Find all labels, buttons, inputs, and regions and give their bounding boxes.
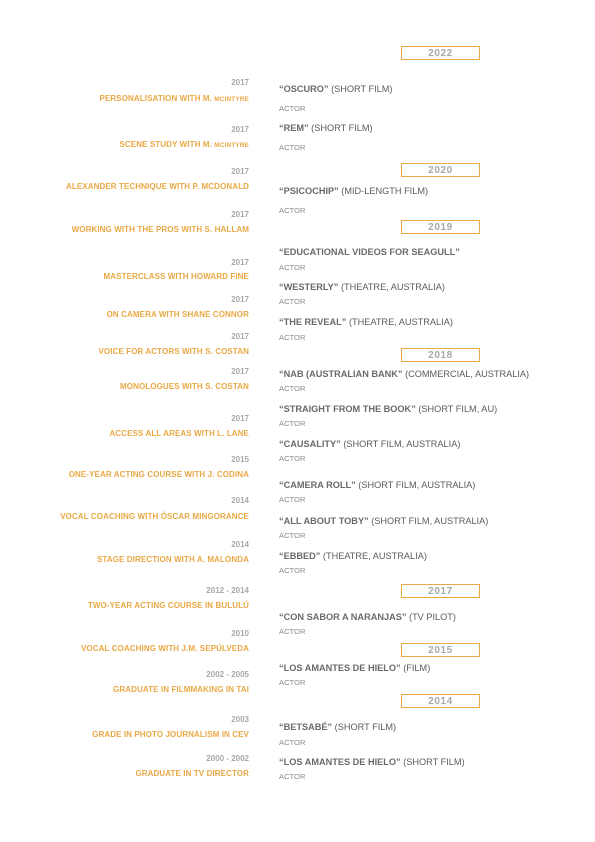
- training-title: GRADE IN PHOTO JOURNALISM IN CEV: [92, 730, 249, 739]
- credit-title: “ALL ABOUT TOBY” (SHORT FILM, AUSTRALIA): [279, 516, 489, 526]
- credit-role: ACTOR: [279, 772, 306, 781]
- credit-title: “CAMERA ROLL” (SHORT FILM, AUSTRALIA): [279, 480, 476, 490]
- training-year: 2000 - 2002: [206, 754, 249, 763]
- credit-title: “REM” (SHORT FILM): [279, 123, 373, 133]
- training-year: 2017: [231, 125, 249, 134]
- year-header: 2019: [401, 220, 480, 234]
- credit-title: “EDUCATIONAL VIDEOS FOR SEAGULL”: [279, 247, 460, 257]
- training-year: 2003: [231, 715, 249, 724]
- training-title: ONE-YEAR ACTING COURSE WITH J. CODINA: [68, 470, 249, 479]
- year-header: 2017: [401, 584, 480, 598]
- training-year: 2017: [231, 210, 249, 219]
- credit-title: “LOS AMANTES DE HIELO” (SHORT FILM): [279, 757, 465, 767]
- year-header: 2014: [401, 694, 480, 708]
- training-title: GRADUATE IN TV DIRECTOR: [135, 769, 249, 778]
- training-title: GRADUATE IN FILMMAKING IN TAI: [113, 685, 249, 694]
- credit-title: “LOS AMANTES DE HIELO” (FILM): [279, 663, 431, 673]
- training-title: MONOLOGUES WITH S. COSTAN: [119, 382, 249, 391]
- training-title: ALEXANDER TECHNIQUE WITH P. MCDONALD: [65, 182, 249, 191]
- credit-title: “STRAIGHT FROM THE BOOK” (SHORT FILM, AU): [279, 404, 498, 414]
- training-year: 2017: [231, 78, 249, 87]
- credit-role: ACTOR: [279, 143, 306, 152]
- training-year: 2017: [231, 295, 249, 304]
- credit-role: ACTOR: [279, 495, 306, 504]
- training-title: ON CAMERA WITH SHANE CONNOR: [106, 310, 249, 319]
- training-title: TWO-YEAR ACTING COURSE IN BULULÚ: [87, 601, 249, 610]
- year-header: 2015: [401, 643, 480, 657]
- training-title: WORKING WITH THE PROS WITH S. HALLAM: [71, 225, 249, 234]
- training-year: 2010: [231, 629, 249, 638]
- credit-title: “WESTERLY” (THEATRE, AUSTRALIA): [279, 282, 445, 292]
- training-title: PERSONALISATION WITH M. MCINTYRE: [99, 94, 249, 103]
- credit-role: ACTOR: [279, 333, 306, 342]
- credit-role: ACTOR: [279, 738, 306, 747]
- training-title: VOCAL COACHING WITH J.M. SEPÚLVEDA: [80, 644, 249, 653]
- credit-title: “CAUSALITY” (SHORT FILM, AUSTRALIA): [279, 439, 461, 449]
- year-header: 2020: [401, 163, 480, 177]
- credit-role: ACTOR: [279, 419, 306, 428]
- credit-role: ACTOR: [279, 531, 306, 540]
- training-year: 2017: [231, 414, 249, 423]
- training-year: 2014: [231, 540, 249, 549]
- training-year: 2017: [231, 332, 249, 341]
- year-header: 2022: [401, 46, 480, 60]
- credit-title: “EBBED” (THEATRE, AUSTRALIA): [279, 551, 427, 561]
- training-year: 2002 - 2005: [206, 670, 249, 679]
- training-title: STAGE DIRECTION WITH A. MALONDA: [97, 555, 249, 564]
- credit-role: ACTOR: [279, 454, 306, 463]
- training-title: VOCAL COACHING WITH ÓSCAR MINGORANCE: [60, 512, 249, 521]
- credit-role: ACTOR: [279, 104, 306, 113]
- credit-title: “OSCURO” (SHORT FILM): [279, 84, 393, 94]
- credit-role: ACTOR: [279, 206, 306, 215]
- training-title: ACCESS ALL AREAS WITH L. LANE: [109, 429, 249, 438]
- credit-role: ACTOR: [279, 678, 306, 687]
- training-year: 2017: [231, 367, 249, 376]
- training-year: 2017: [231, 258, 249, 267]
- credit-title: “CON SABOR A NARANJAS” (TV PILOT): [279, 612, 456, 622]
- year-header: 2018: [401, 348, 480, 362]
- training-year: 2014: [231, 496, 249, 505]
- training-title: VOICE FOR ACTORS WITH S. COSTAN: [98, 347, 249, 356]
- credit-title: “THE REVEAL” (THEATRE, AUSTRALIA): [279, 317, 453, 327]
- training-title: SCENE STUDY WITH M. MCINTYRE: [119, 140, 249, 149]
- training-year: 2015: [231, 455, 249, 464]
- credit-role: ACTOR: [279, 297, 306, 306]
- credit-title: “PSICOCHIP” (MID-LENGTH FILM): [279, 186, 429, 196]
- credit-role: ACTOR: [279, 627, 306, 636]
- training-title: MASTERCLASS WITH HOWARD FINE: [103, 272, 249, 281]
- credit-role: ACTOR: [279, 263, 306, 272]
- credit-title: “BETSABÉ” (SHORT FILM): [279, 722, 397, 732]
- credit-title: “NAB (AUSTRALIAN BANK” (COMMERCIAL, AUSTRALIA): [279, 369, 530, 379]
- credit-role: ACTOR: [279, 566, 306, 575]
- training-year: 2012 - 2014: [206, 586, 249, 595]
- credit-role: ACTOR: [279, 384, 306, 393]
- training-year: 2017: [231, 167, 249, 176]
